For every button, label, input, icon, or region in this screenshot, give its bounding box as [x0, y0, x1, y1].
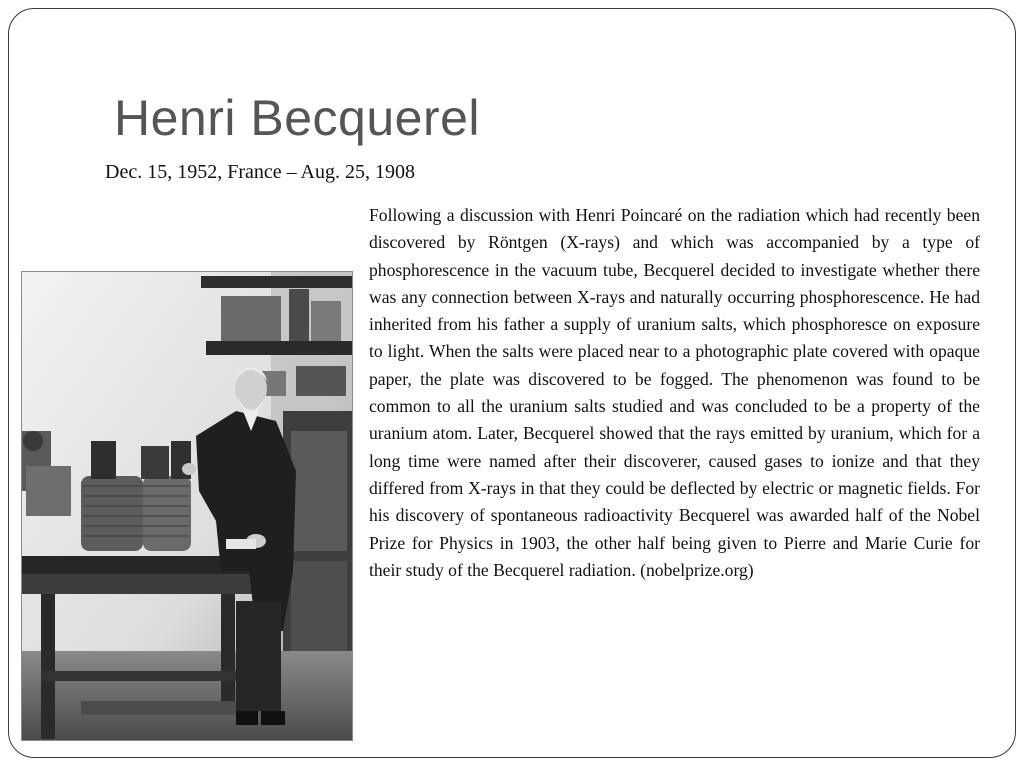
slide-frame	[8, 8, 1016, 758]
body-paragraph: Following a discussion with Henri Poincaré on the radiation which had recently been discovered by Röntgen (X-rays) and which was accompanied by a type of phosphorescence in the vacuum tube, Becquerel decided to investigate whether there was any connection between X-rays and naturally occurring phosphorescence. He had inherited from his father a supply of uranium salts, which phosphoresce on exposure to light. When the salts were placed near to a photographic plate covered with opaque paper, the plate was discovered to be fogged. The phenomenon was found to be common to all the uranium salts studied and was concluded to be a property of the uranium atom. Later, Becquerel showed that the rays emitted by uranium, which for a long time were named after their discoverer, caused gases to ionize and that they differed from X-rays in that they could be deflected by electric or magnetic fields. For his discovery of spontaneous radioactivity Becquerel was awarded half of the Nobel Prize for Physics in 1903, the other half being given to Pierre and Marie Curie for their study of the Becquerel radiation. (nobelprize.org)	[369, 205, 980, 580]
slide-subtitle: Dec. 15, 1952, France – Aug. 25, 1908	[105, 161, 415, 183]
slide-title: Henri Becquerel	[114, 90, 481, 146]
becquerel-photo	[21, 271, 353, 741]
laboratory-photo-image	[21, 271, 353, 741]
